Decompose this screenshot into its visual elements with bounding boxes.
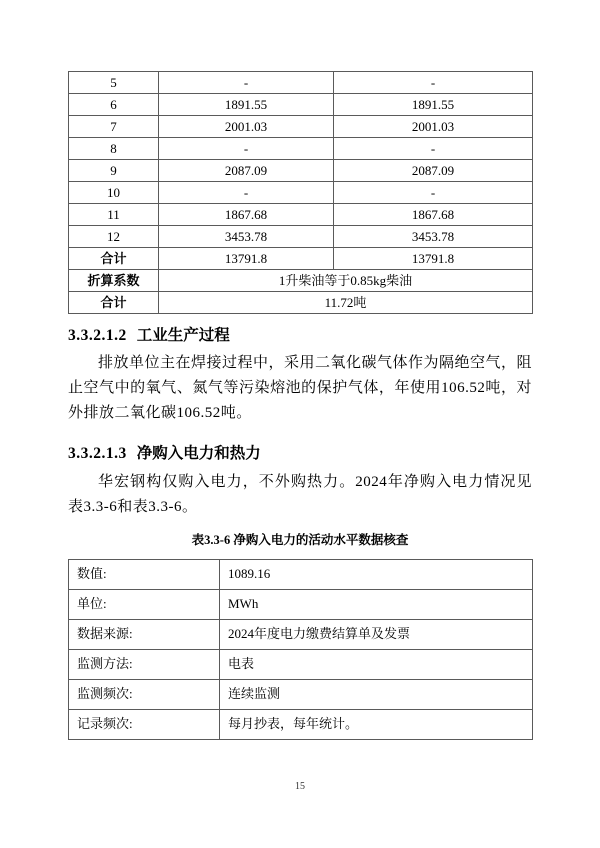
value-cell: 2087.09 <box>334 160 533 182</box>
section-heading-industrial-process <box>68 325 532 347</box>
total-value-cell: 13791.8 <box>334 248 533 270</box>
table-row <box>69 226 533 248</box>
field-value-cell: 每月抄表，每年统计。 <box>220 710 533 740</box>
month-cell: 9 <box>69 160 159 182</box>
table-row <box>69 160 533 182</box>
table-caption: 表3.3-6 净购入电力的活动水平数据核查 <box>191 533 409 547</box>
table-row-conversion-factor <box>69 270 533 292</box>
table-row <box>69 138 533 160</box>
table-row <box>69 620 533 650</box>
total-label-cell: 合计 <box>69 248 159 270</box>
month-cell: 8 <box>69 138 159 160</box>
grand-total-label-cell: 合计 <box>69 292 159 314</box>
heading-title: 净购入电力和热力 <box>136 445 261 462</box>
value-cell: - <box>334 138 533 160</box>
paragraph-purchased-electricity: 华宏钢构仅购入电力，不外购热力。2024年净购入电力情况见表3.3-6和表3.3-6。 <box>68 474 532 515</box>
value-cell: - <box>159 138 334 160</box>
field-label-cell: 监测方法: <box>69 650 220 680</box>
section-heading-purchased-electricity <box>68 443 532 465</box>
heading-number: 3.3.2.1.3 <box>68 445 127 462</box>
table-row-grand-total <box>69 292 533 314</box>
grand-total-value-cell: 11.72吨 <box>159 292 533 314</box>
heading-number: 3.3.2.1.2 <box>68 327 127 344</box>
table-row <box>69 116 533 138</box>
table-row <box>69 72 533 94</box>
value-cell: - <box>159 72 334 94</box>
month-cell: 6 <box>69 94 159 116</box>
field-value-cell: 电表 <box>220 650 533 680</box>
month-cell: 5 <box>69 72 159 94</box>
table-row <box>69 94 533 116</box>
value-cell: 3453.78 <box>334 226 533 248</box>
month-cell: 11 <box>69 204 159 226</box>
field-label-cell: 数值: <box>69 560 220 590</box>
paragraph-industrial-process: 排放单位主在焊接过程中，采用二氧化碳气体作为隔绝空气，阻止空气中的氧气、氮气等污染熔池的保护气体，年使用106.52吨，对外排放二氧化碳106.52吨。 <box>68 355 533 421</box>
conversion-label-cell: 折算系数 <box>69 270 159 292</box>
value-cell: 1891.55 <box>334 94 533 116</box>
electricity-data-table <box>68 559 533 740</box>
table-row <box>69 650 533 680</box>
value-cell: 2087.09 <box>159 160 334 182</box>
month-cell: 12 <box>69 226 159 248</box>
month-cell: 10 <box>69 182 159 204</box>
value-cell: 1867.68 <box>334 204 533 226</box>
field-label-cell: 监测频次: <box>69 680 220 710</box>
value-cell: 2001.03 <box>159 116 334 138</box>
field-label-cell: 记录频次: <box>69 710 220 740</box>
value-cell: - <box>159 182 334 204</box>
field-value-cell: 2024年度电力缴费结算单及发票 <box>220 620 533 650</box>
table-row <box>69 590 533 620</box>
table-row <box>69 182 533 204</box>
table-row <box>69 560 533 590</box>
page-number: 15 <box>295 781 305 792</box>
fuel-consumption-table <box>68 71 533 314</box>
page-content <box>68 71 532 740</box>
value-cell: - <box>334 72 533 94</box>
table-row <box>69 710 533 740</box>
field-label-cell: 单位: <box>69 590 220 620</box>
heading-title: 工业生产过程 <box>136 327 230 344</box>
field-value-cell: 1089.16 <box>220 560 533 590</box>
field-value-cell: 连续监测 <box>220 680 533 710</box>
value-cell: 1891.55 <box>159 94 334 116</box>
field-value-cell: MWh <box>220 590 533 620</box>
value-cell: 2001.03 <box>334 116 533 138</box>
table-row-total <box>69 248 533 270</box>
value-cell: - <box>334 182 533 204</box>
value-cell: 1867.68 <box>159 204 334 226</box>
month-cell: 7 <box>69 116 159 138</box>
value-cell: 3453.78 <box>159 226 334 248</box>
table-row <box>69 204 533 226</box>
conversion-value-cell: 1升柴油等于0.85kg柴油 <box>159 270 533 292</box>
total-value-cell: 13791.8 <box>159 248 334 270</box>
table-row <box>69 680 533 710</box>
field-label-cell: 数据来源: <box>69 620 220 650</box>
